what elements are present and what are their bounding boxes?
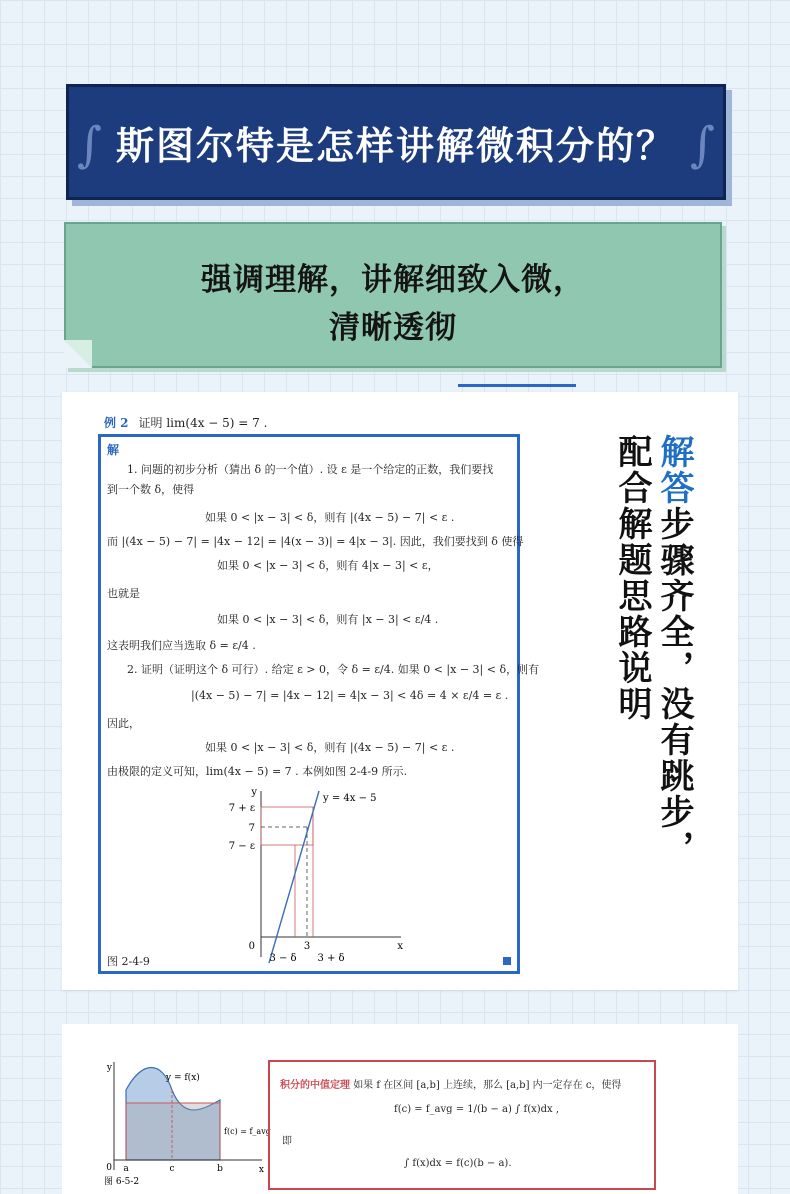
- solution-line: 1. 问题的初步分析（猜出 δ 的一个值）. 设 ε 是一个给定的正数，我们要找: [127, 463, 494, 476]
- figure-caption: 图 6-5-2: [104, 1177, 140, 1187]
- subtitle-line-2: 清晰透彻: [329, 310, 457, 346]
- side-text-column-2: 配合解题思路说明: [612, 434, 652, 722]
- solution-line: |(4x − 5) − 7| = |4x − 12| = 4|x − 3| < 4δ = 4 × ε/4 = ε .: [191, 689, 509, 702]
- solution-line: 因此，: [107, 717, 140, 730]
- solution-line: 如果 0 < |x − 3| < δ，则有 4|x − 3| < ε，: [217, 559, 439, 572]
- origin-label: 0: [106, 1163, 112, 1173]
- theorem-ji: 即: [282, 1136, 292, 1147]
- theorem-body: 如果 f 在区间 [a,b] 上连续，那么 [a,b] 内一定存在 c，使得: [353, 1080, 622, 1091]
- example-label: 例 2: [104, 416, 129, 430]
- example-statement: 证明 lim(4x − 5) = 7 .: [138, 416, 268, 430]
- y-axis-label: y: [251, 787, 257, 798]
- connector-line: [458, 384, 576, 387]
- solution-line: 如果 0 < |x − 3| < δ，则有 |(4x − 5) − 7| < ε .: [205, 741, 455, 754]
- example-card: [62, 392, 738, 990]
- page-fold-decoration: [64, 340, 92, 368]
- x-axis-label: x: [258, 1165, 264, 1175]
- solution-box: [98, 434, 540, 974]
- example-heading: [104, 414, 267, 431]
- swirl-decoration-left-icon: ∫: [77, 117, 103, 173]
- theorem-box: [268, 1060, 656, 1190]
- tick-label: 3 − δ: [269, 953, 297, 964]
- corner-marker: [503, 957, 511, 965]
- side-text-rest: 步骤齐全，没有跳步，: [654, 506, 694, 866]
- tick-label: 7: [248, 823, 255, 834]
- solution-line: 这表明我们应当选取 δ = ε/4 .: [107, 639, 256, 652]
- side-text-highlight: 解答: [654, 434, 694, 506]
- solution-line: 也就是: [107, 587, 140, 600]
- side-text-column-1: [654, 434, 694, 866]
- theorem-formula-2: ∫ f(x)dx = f(c)(b − a).: [404, 1158, 512, 1169]
- line-equation-label: y = 4x − 5: [323, 793, 377, 804]
- solution-line: 如果 0 < |x − 3| < δ，则有 |(4x − 5) − 7| < ε .: [205, 511, 455, 524]
- solution-line: 而 |(4x − 5) − 7| = |4x − 12| = |4(x − 3)| = 4|x − 3|. 因此，我们要找到 δ 使得: [107, 535, 524, 548]
- subtitle-line-1: 强调理解，讲解细致入微，: [201, 262, 585, 298]
- subtitle-banner: [64, 222, 722, 368]
- fc-label: f(c) = f_avg: [224, 1127, 271, 1136]
- solution-line: 如果 0 < |x − 3| < δ，则有 |x − 3| < ε/4 .: [217, 613, 439, 626]
- solution-line: 到一个数 δ，使得: [107, 483, 195, 496]
- mean-value-graph: [102, 1060, 271, 1187]
- tick-label: 7 − ε: [228, 841, 255, 852]
- tick-label: 3: [303, 941, 311, 952]
- average-rectangle: [126, 1103, 220, 1160]
- theorem-formula-1: f(c) = f_avg = 1/(b − a) ∫ f(x)dx ,: [394, 1104, 560, 1115]
- theorem-heading: [280, 1076, 621, 1091]
- y-axis-label: y: [106, 1063, 112, 1073]
- origin-label: 0: [248, 941, 255, 952]
- tick-label: a: [123, 1164, 129, 1174]
- x-axis-label: x: [397, 941, 403, 952]
- tick-label: 7 + ε: [228, 803, 255, 814]
- title-banner: [66, 84, 726, 200]
- curve-label: y = f(x): [166, 1073, 200, 1083]
- epsilon-delta-graph: [211, 787, 411, 963]
- figure-caption: 图 2-4-9: [107, 955, 150, 968]
- tick-label: b: [217, 1164, 223, 1174]
- page-title: 斯图尔特是怎样讲解微积分的？: [115, 123, 676, 168]
- tick-label: 3 + δ: [317, 953, 345, 964]
- theorem-title: 积分的中值定理: [280, 1080, 350, 1091]
- solution-heading: 解: [107, 443, 120, 457]
- tick-label: c: [169, 1164, 175, 1174]
- swirl-decoration-right-icon: ∫: [689, 117, 715, 173]
- solution-line: 2. 证明（证明这个 δ 可行）. 给定 ε > 0，令 δ = ε/4. 如果 0 < |x − 3| < δ，则有: [127, 663, 540, 676]
- solution-line: 由极限的定义可知，lim(4x − 5) = 7 . 本例如图 2-4-9 所示.: [107, 765, 408, 778]
- theorem-card: [62, 1024, 738, 1194]
